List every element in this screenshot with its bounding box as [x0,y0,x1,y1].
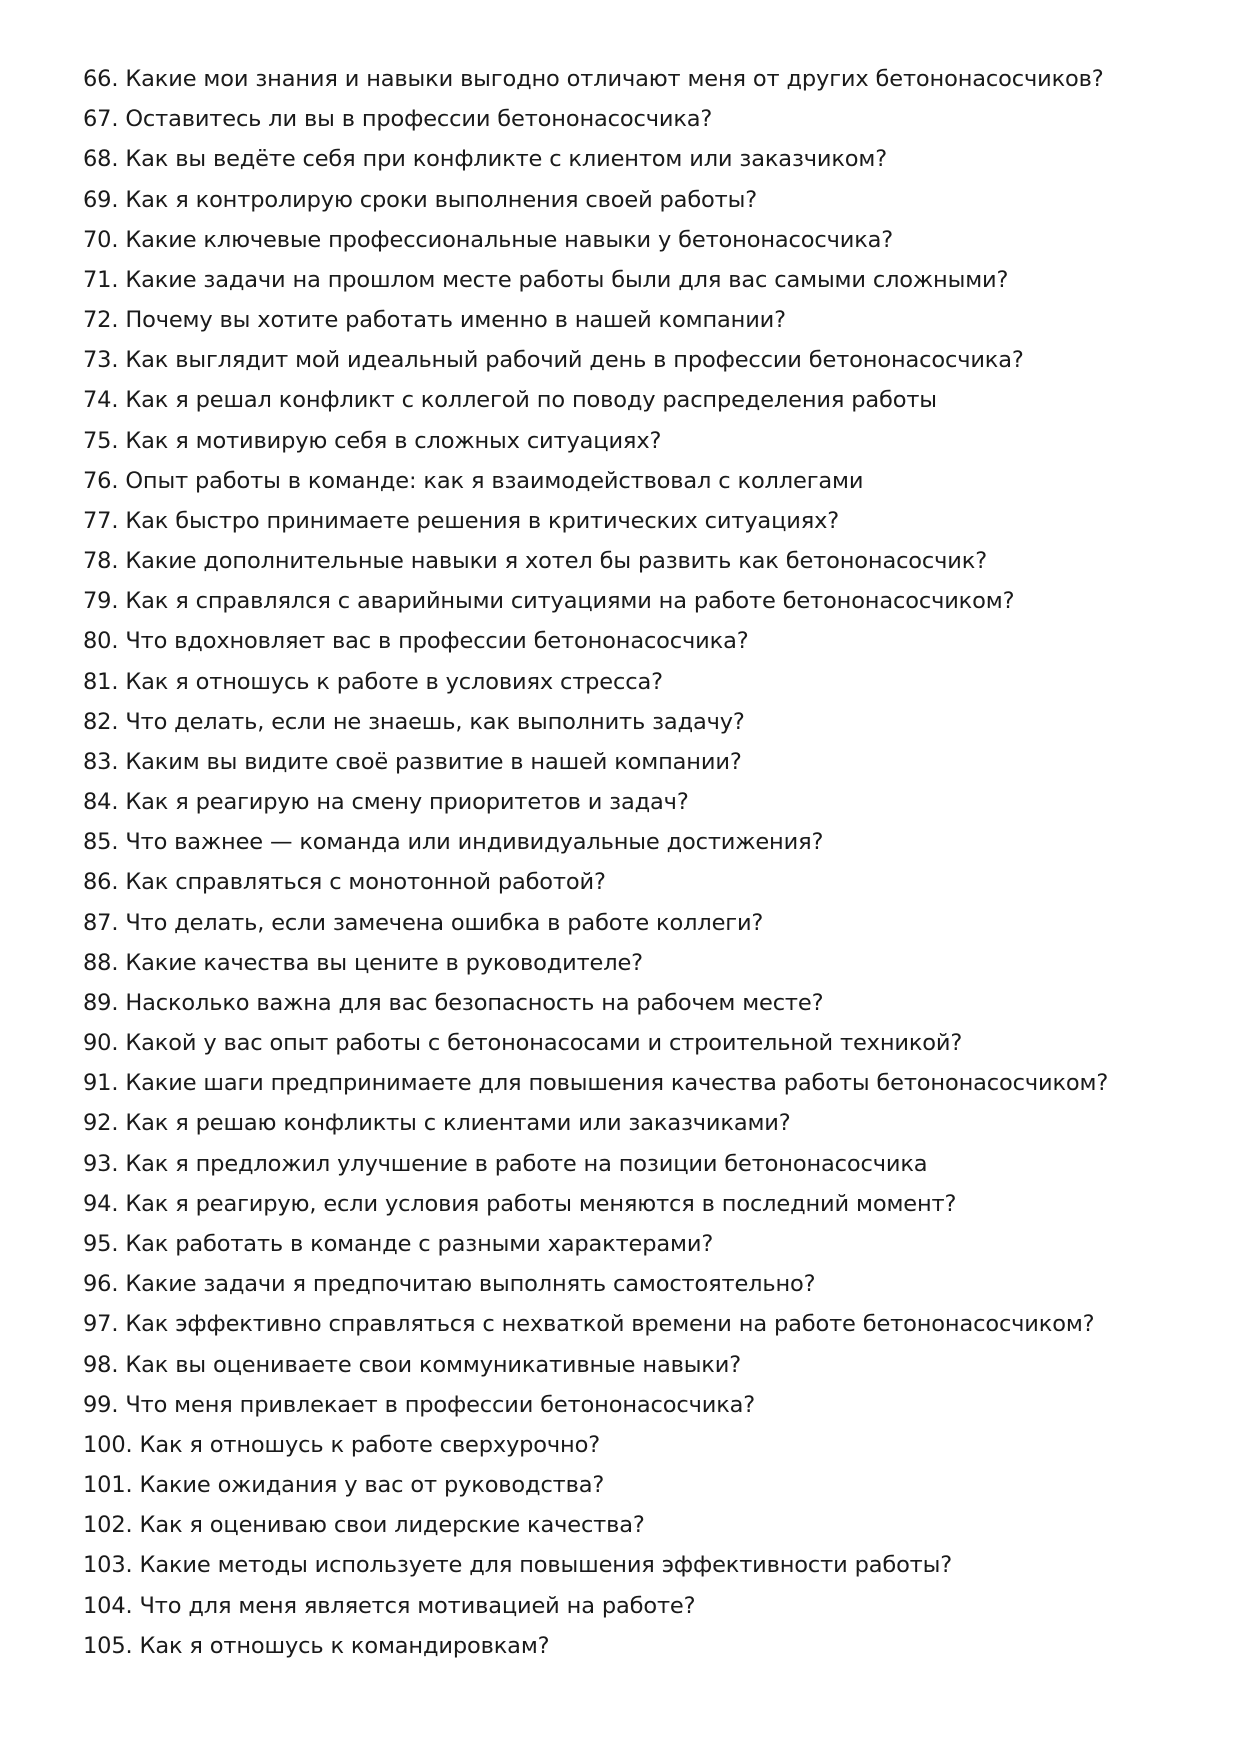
question-81: 81. Как я отношусь к работе в условиях стресса? [83,668,663,695]
question-104: 104. Что для меня является мотивацией на работе? [83,1592,696,1619]
question-100: 100. Как я отношусь к работе сверхурочно? [83,1431,601,1458]
question-85: 85. Что важнее — команда или индивидуальные достижения? [83,829,824,856]
question-76: 76. Опыт работы в команде: как я взаимодействовал с коллегами [83,467,864,494]
question-86: 86. Как справляться с монотонной работой? [83,869,606,896]
question-66: 66. Какие мои знания и навыки выгодно отличают меня от других бетононасосчиков? [83,66,1104,92]
question-102: 102. Как я оцениваю свои лидерские качества? [83,1512,645,1539]
question-80: 80. Что вдохновляет вас в профессии бетононасосчика? [83,628,749,655]
question-72: 72. Почему вы хотите работать именно в нашей компании? [83,307,786,334]
question-105: 105. Как я отношусь к командировкам? [83,1632,550,1659]
question-93: 93. Как я предложил улучшение в работе на позиции бетононасосчика [83,1150,928,1177]
question-73: 73. Как выглядит мой идеальный рабочий день в профессии бетононасосчика? [83,347,1024,374]
question-89: 89. Насколько важна для вас безопасность на рабочем месте? [83,989,824,1016]
question-96: 96. Какие задачи я предпочитаю выполнять самостоятельно? [83,1271,816,1298]
question-84: 84. Как я реагирую на смену приоритетов и задач? [83,789,689,816]
question-77: 77. Как быстро принимаете решения в критических ситуациях? [83,507,840,534]
question-92: 92. Как я решаю конфликты с клиентами или заказчиками? [83,1110,791,1137]
question-83: 83. Каким вы видите своё развитие в нашей компании? [83,748,742,775]
question-75: 75. Как я мотивирую себя в сложных ситуациях? [83,427,662,454]
question-88: 88. Какие качества вы цените в руководителе? [83,949,643,976]
question-list [83,59,1203,1666]
question-95: 95. Как работать в команде с разными характерами? [83,1230,714,1257]
question-98: 98. Как вы оцениваете свои коммуникативные навыки? [83,1351,742,1378]
question-68: 68. Как вы ведёте себя при конфликте с клиентом или заказчиком? [83,146,888,173]
question-97: 97. Как эффективно справляться с нехваткой времени на работе бетононасосчиком? [83,1311,1095,1338]
question-67: 67. Оставитесь ли вы в профессии бетононасосчика? [83,106,713,133]
question-87: 87. Что делать, если замечена ошибка в работе коллеги? [83,909,764,936]
question-71: 71. Какие задачи на прошлом месте работы были для вас самыми сложными? [83,266,1009,293]
question-74: 74. Как я решал конфликт с коллегой по поводу распределения работы [83,387,937,414]
question-90: 90. Какой у вас опыт работы с бетононасосами и строительной техникой? [83,1030,963,1057]
question-70: 70. Какие ключевые профессиональные навыки у бетононасосчика? [83,226,894,253]
question-79: 79. Как я справлялся с аварийными ситуациями на работе бетононасосчиком? [83,588,1015,615]
question-82: 82. Что делать, если не знаешь, как выполнить задачу? [83,708,745,735]
question-94: 94. Как я реагирую, если условия работы меняются в последний момент? [83,1190,957,1217]
question-69: 69. Как я контролирую сроки выполнения своей работы? [83,186,758,213]
question-99: 99. Что меня привлекает в профессии бетононасосчика? [83,1391,756,1418]
question-101: 101. Какие ожидания у вас от руководства? [83,1472,605,1499]
question-91: 91. Какие шаги предпринимаете для повышения качества работы бетононасосчиком? [83,1070,1109,1097]
question-103: 103. Какие методы используете для повышения эффективности работы? [83,1552,953,1579]
question-78: 78. Какие дополнительные навыки я хотел бы развить как бетононасосчик? [83,548,987,575]
